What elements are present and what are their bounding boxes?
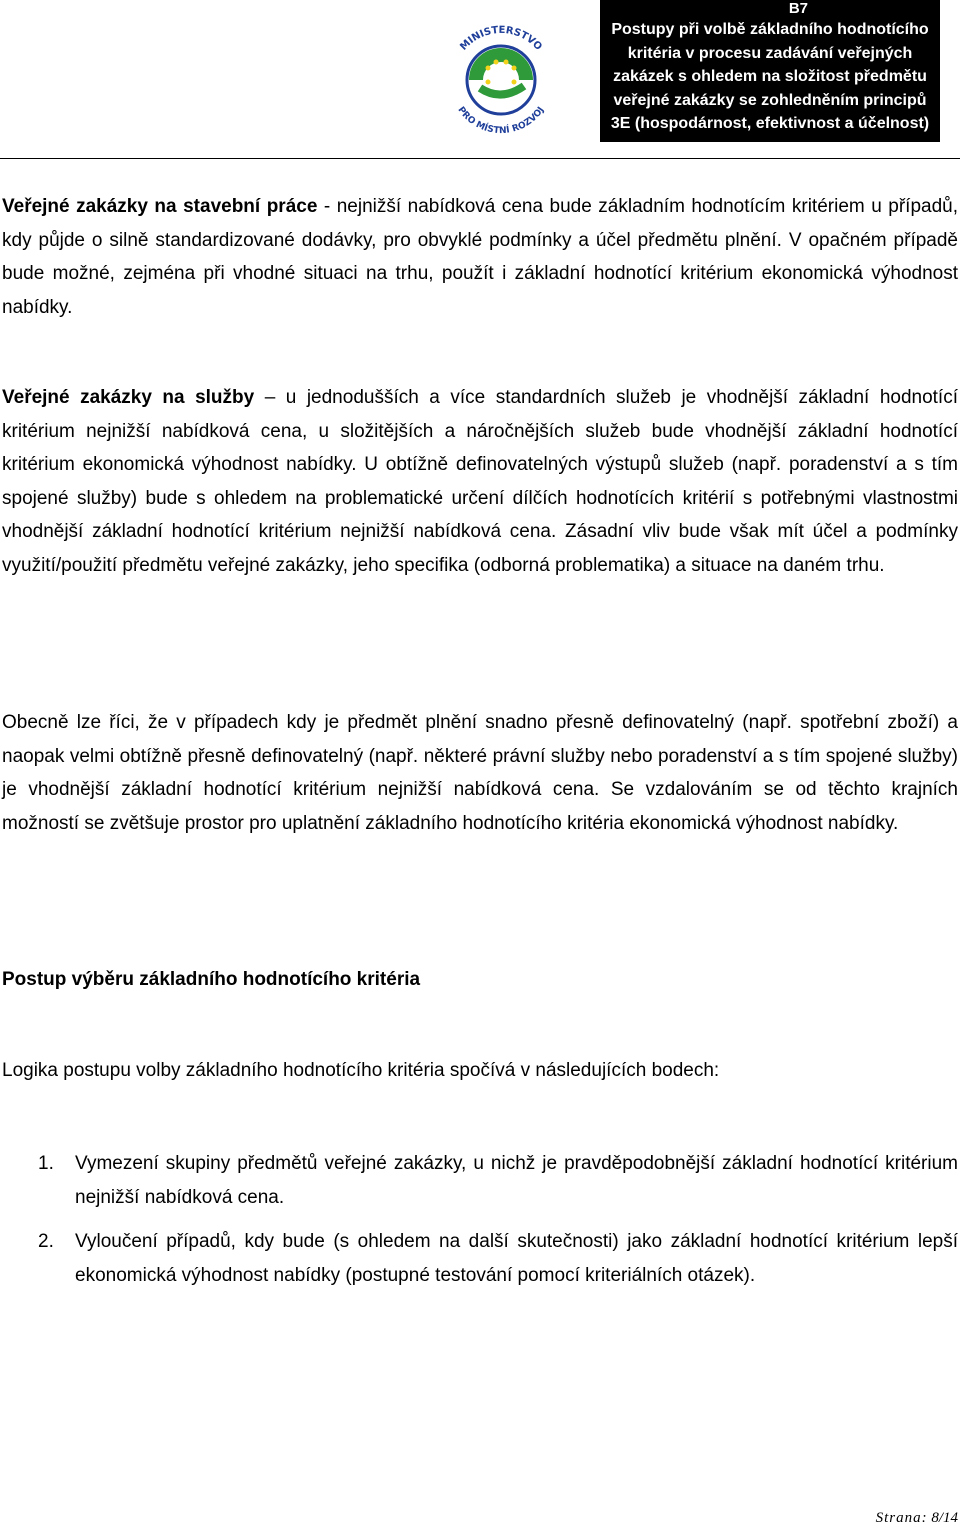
- page-number: 8/14: [931, 1510, 958, 1526]
- paragraph-logic-intro: Logika postupu volby základního hodnotícího kritéria spočívá v následujících bodech:: [2, 1060, 720, 1081]
- paragraph-body: – u jednodušších a více standardních služeb je vhodnější základní hodnotící kritérium nejnižší nabídková cena, u složitějších a náročnějších služeb bude vhodnější základní hodnotící kritérium ekonomická výhodnost nabídky. U obtížně definovatelných výstupů služeb (např. poradenství a s tím spojené služby) bude s ohledem na problematické určení dílčích hodnotících kritérií s potřebnými vlastnostmi vhodnější základní hodnotící kritérium nejnižší nabídková cena. Zásadní vliv bude však mít účel a podmínky využití/použití předmětu veřejné zakázky, jeho specifika (odborná problematika) a situace na daném trhu.: [2, 387, 958, 576]
- document-code: B7: [788, 0, 808, 17]
- header-title-line: zakázek s ohledem na složitost předmětu: [613, 68, 927, 85]
- header-divider: [0, 158, 960, 159]
- page-label: Strana:: [875, 1510, 928, 1526]
- paragraph-lead: Veřejné zakázky na stavební práce: [2, 196, 318, 217]
- paragraph-general: Obecně lze říci, že v případech kdy je předmět plnění snadno přesně definovatelný (např. spotřební zboží) a naopak velmi obtížně přesně definovatelný (např. některé právní služby nebo poradenství a s tím spojené služby) je vhodnější základní hodnotící kritérium nejnižší nabídková cena. Se vzdalováním se od těchto krajních možností se zvětšuje prostor pro uplatnění základního hodnotícího kritéria ekonomická výhodnost nabídky.: [2, 712, 958, 834]
- page-footer: [876, 1510, 958, 1527]
- paragraph-construction-works: [2, 190, 958, 324]
- paragraph-lead: Veřejné zakázky na služby: [2, 387, 255, 408]
- logo-text-bottom: PRO MÍSTNÍ ROZVOJ: [455, 105, 547, 137]
- paragraph-services: [2, 381, 958, 582]
- list-text: Vyloučení případů, kdy bude (s ohledem na další skutečnosti) jako základní hodnotící kritérium lepší ekonomická výhodnost nabídky (postupné testování pomocí kriteriálních otázek).: [75, 1231, 958, 1286]
- paragraph-body: - nejnižší nabídková cena bude základním hodnotícím kritériem u případů, kdy půjde o silně standardizované dodávky, pro obvyklé podmínky a účel předmětu plnění. V opačném případě bude možné, zejména při vhodné situaci na trhu, použít i základní hodnotící kritérium ekonomická výhodnost nabídky.: [2, 196, 959, 318]
- list-text: Vymezení skupiny předmětů veřejné zakázky, u nichž je pravděpodobnější základní hodnotící kritérium nejnižší nabídková cena.: [75, 1153, 958, 1208]
- list-number: 2.: [38, 1231, 54, 1252]
- header-title-line: kritéria v procesu zadávání veřejných: [627, 44, 913, 62]
- logo-text-top: MINISTERSTVO: [458, 24, 544, 53]
- list-number: 1.: [38, 1153, 54, 1174]
- header-title-line: Postupy při volbě základního hodnotícího: [611, 21, 929, 38]
- header-title-line: veřejné zakázky se zohledněním principů: [613, 91, 927, 109]
- ministry-logo: [436, 10, 566, 140]
- header-title-line: 3E (hospodárnost, efektivnost a účelnost): [610, 115, 930, 132]
- section-heading: Postup výběru základního hodnotícího kritéria: [2, 969, 421, 990]
- document-header: [600, 0, 940, 142]
